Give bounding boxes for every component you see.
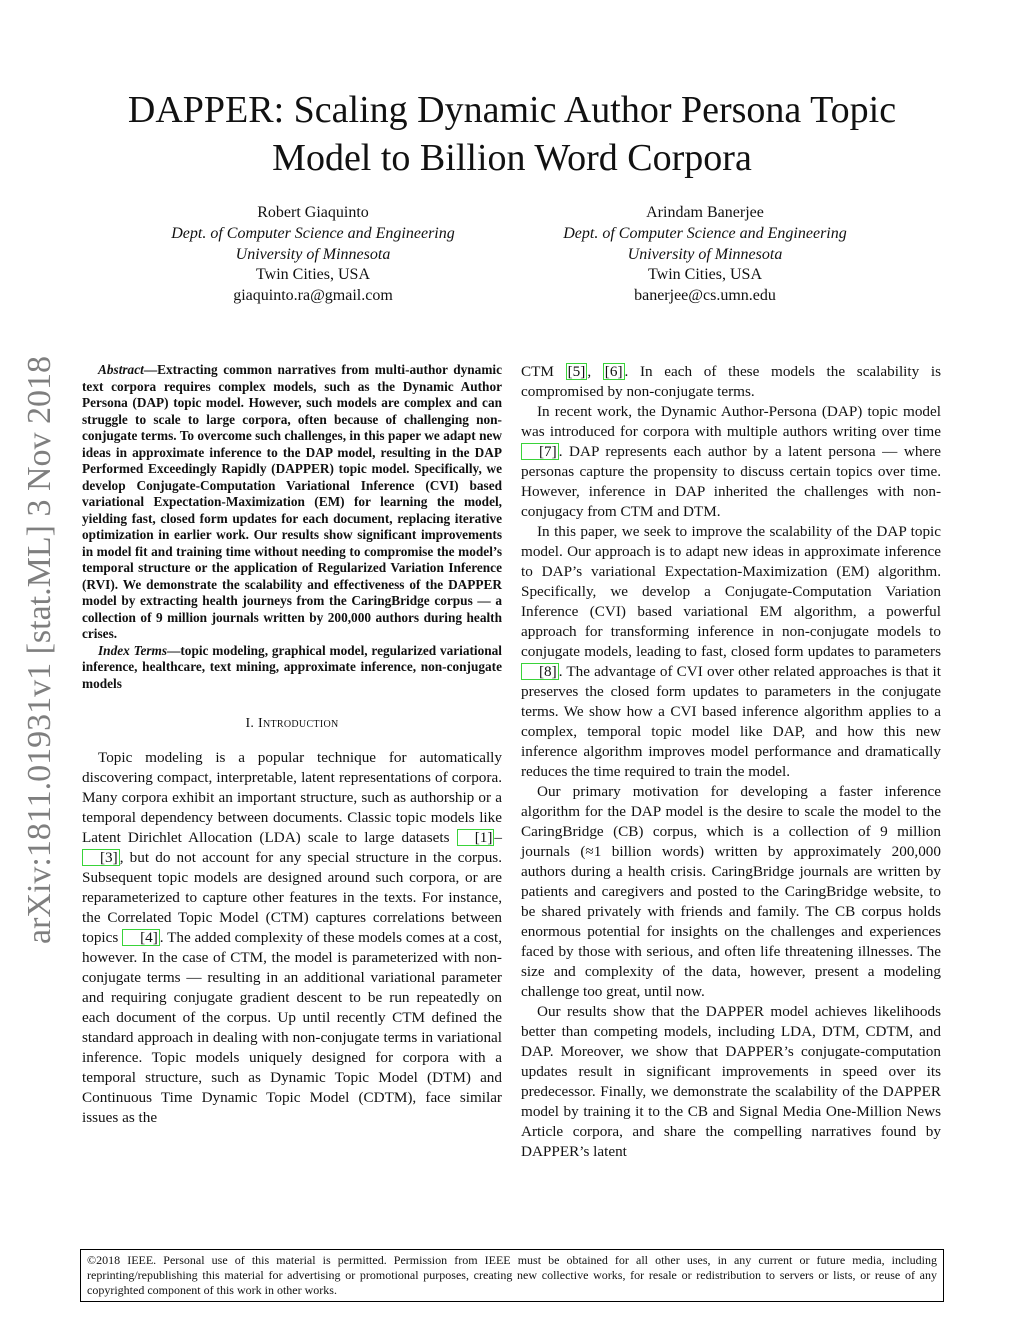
citation-link[interactable]: [6] [604, 363, 623, 380]
citation-link[interactable]: [3] [82, 849, 120, 866]
arxiv-id: arXiv:1811.01931v1 [stat.ML] 3 Nov 2018 [21, 355, 58, 945]
author-block-1 [148, 203, 478, 307]
citation-link[interactable]: [8] [521, 663, 559, 680]
author-email[interactable]: giaquinto.ra@gmail.com [233, 287, 393, 305]
author-university: University of Minnesota [627, 245, 783, 263]
text-run: . The added complexity of these models comes at a cost, however. In the case of CTM, the model is parameterized with non-conjugate terms — resulting in an additional variational parameter and requiring conjugate gradient descent to be run repeatedly on each document of the corpus. Up until recently CTM defined the standard approach in dealing with non-conjugate terms in variational inference. Topic models uniquely designed for corpora with a temporal structure, such as Dynamic Topic Model (DTM) and Continuous Time Dynamic Topic Model (CDTM), face similar issues as the [82, 929, 502, 1126]
paper-title [80, 86, 944, 182]
intro-paragraph-5: Our results show that the DAPPER model achieves likelihoods better than competing models, including LDA, DTM, CDTM, and DAP. Moreover, we show that DAPPER’s conjugate-computation updates result in significant improvements in speed over its predecessor. Finally, we demonstrate the scalability of the DAPPER model by training it to the CB and Signal Media One-Million News Article corpora, and share the compelling narratives found by DAPPER’s latent [521, 1003, 941, 1160]
copyright-notice: ©2018 IEEE. Personal use of this material is permitted. Permission from IEEE must be obtained for all other uses, in any current or future media, including reprinting/republishing this material for advertising or promotional purposes, creating new collective works, for resale or redistribution to servers or lists, or reuse of any copyrighted component of this work in other works. [80, 1249, 944, 1302]
section-title: Introduction [258, 716, 339, 731]
author-name: Arindam Banerjee [646, 204, 764, 221]
author-university: University of Minnesota [235, 245, 391, 263]
index-terms-text: —topic modeling, graphical model, regularized variational inference, healthcare, text mining, approximate inference, non-conjugate models [82, 642, 502, 691]
intro-paragraph-4: Our primary motivation for developing a faster inference algorithm for the DAP model is the desire to scale the model to the CaringBridge (CB) corpus, which is a collection of 9 million journals (≈1 billion words) written by approximately 200,000 authors during a health crisis. CaringBridge journals are written by patients and caregivers and posted to the CaringBridge website, to be shared privately with friends and family. The CB corpus holds enormous potential for insights on the challenges and experiences faced by those with serious, and often life threatening illnesses. The size and complexity of the data, however, present a modeling challenge too great, until now. [521, 783, 941, 1000]
index-terms [82, 643, 502, 693]
intro-paragraph-continued [521, 362, 941, 402]
text-run: , [587, 363, 603, 380]
citation-link[interactable]: [4] [122, 929, 160, 946]
author-email[interactable]: banerjee@cs.umn.edu [634, 287, 776, 305]
intro-paragraph-1 [82, 748, 502, 1128]
text-run: – [494, 829, 502, 846]
citation-link[interactable]: [7] [521, 443, 559, 460]
intro-paragraph-2 [521, 402, 941, 522]
title-line-2: Model to Billion Word Corpora [272, 137, 752, 179]
text-run: . DAP represents each author by a latent persona — where personas capture the propensity to discuss certain topics over time. However, inference in DAP inherited the challenges with non-conjugacy from CTM and DTM. [521, 443, 941, 520]
author-location: Twin Cities, USA [648, 266, 762, 284]
author-name: Robert Giaquinto [257, 204, 369, 221]
abstract [82, 362, 502, 643]
author-location: Twin Cities, USA [256, 266, 370, 284]
index-terms-label: Index Terms [98, 642, 168, 658]
right-column [521, 362, 941, 1162]
author-dept: Dept. of Computer Science and Engineering [563, 224, 847, 242]
citation-link[interactable]: [1] [457, 829, 495, 846]
section-number: I. [245, 716, 259, 731]
abstract-label: Abstract [98, 362, 144, 377]
text-run: , but do not account for any special structure in the corpus. Subsequent topic models are designed around such corpora, or are reparameterized to capture other features in the texts. For instance, the Correlated Topic Model (CTM) captures correlations between topics [82, 849, 502, 946]
text-run: Topic modeling is a popular technique for automatically discovering compact, interpretable, latent representations of corpora. Many corpora exhibit an important structure, such as authorship or a temporal dependency between documents. Classic topic models like Latent Dirichlet Allocation (LDA) scale to large datasets [82, 749, 502, 846]
author-dept: Dept. of Computer Science and Engineering [171, 224, 455, 242]
section-heading [82, 714, 502, 734]
abstract-text: —Extracting common narratives from multi-author dynamic text corpora requires complex models, such as the Dynamic Author Persona (DAP) topic model. However, such models are complex and can struggle to scale to large corpora, often because of challenging non-conjugate terms. To overcome such challenges, in this paper we adapt new ideas in approximate inference to the DAP model, resulting in the DAP Performed Exceedingly Rapidly (DAPPER) topic model. Specifically, we develop Conjugate-Computation Variational Inference (CVI) based variational Expectation-Maximization (EM) for learning the model, yielding fast, closed form updates for each document, replacing iterative optimization in earlier work. Our results show significant improvements in model fit and training time without needing to compromise the model’s temporal structure or the application of Regularized Variation Inference (RVI). We demonstrate the scalability and effectiveness of the DAPPER model by extracting health journeys from the CaringBridge corpus — a collection of 9 million journals written by 200,000 authors during health crises. [82, 362, 502, 641]
text-run: . In each of these models the scalability is compromised by non-conjugate terms. [521, 363, 941, 400]
left-column [82, 362, 502, 1128]
author-block-2 [540, 203, 870, 307]
text-run: . The advantage of CVI over other related approaches is that it preserves the closed form updates to parameters in the conjugate terms. We show how a CVI based inference algorithm applies to a complex, temporal topic model like DAP, and how this new inference algorithm improves model performance and dramatically reduces the time required to train the model. [521, 663, 941, 780]
text-run: CTM [521, 363, 566, 380]
intro-paragraph-3 [521, 522, 941, 782]
citation-link[interactable]: [5] [567, 363, 586, 380]
title-line-1: DAPPER: Scaling Dynamic Author Persona Topic [127, 89, 897, 131]
text-run: In this paper, we seek to improve the scalability of the DAP topic model. Our approach is to adapt new ideas in approximate inference to DAP’s variational Expectation-Maximization (EM) algorithm. Specifically, we develop a Conjugate-Computation Variation Inference (CVI) based variational EM algorithm, a powerful approach for transforming inference in non-conjugate models to conjugate models, leading to fast, closed form updates to parameters [521, 523, 941, 660]
text-run: In recent work, the Dynamic Author-Persona (DAP) topic model was introduced for corpora with multiple authors writing over time [521, 403, 941, 440]
